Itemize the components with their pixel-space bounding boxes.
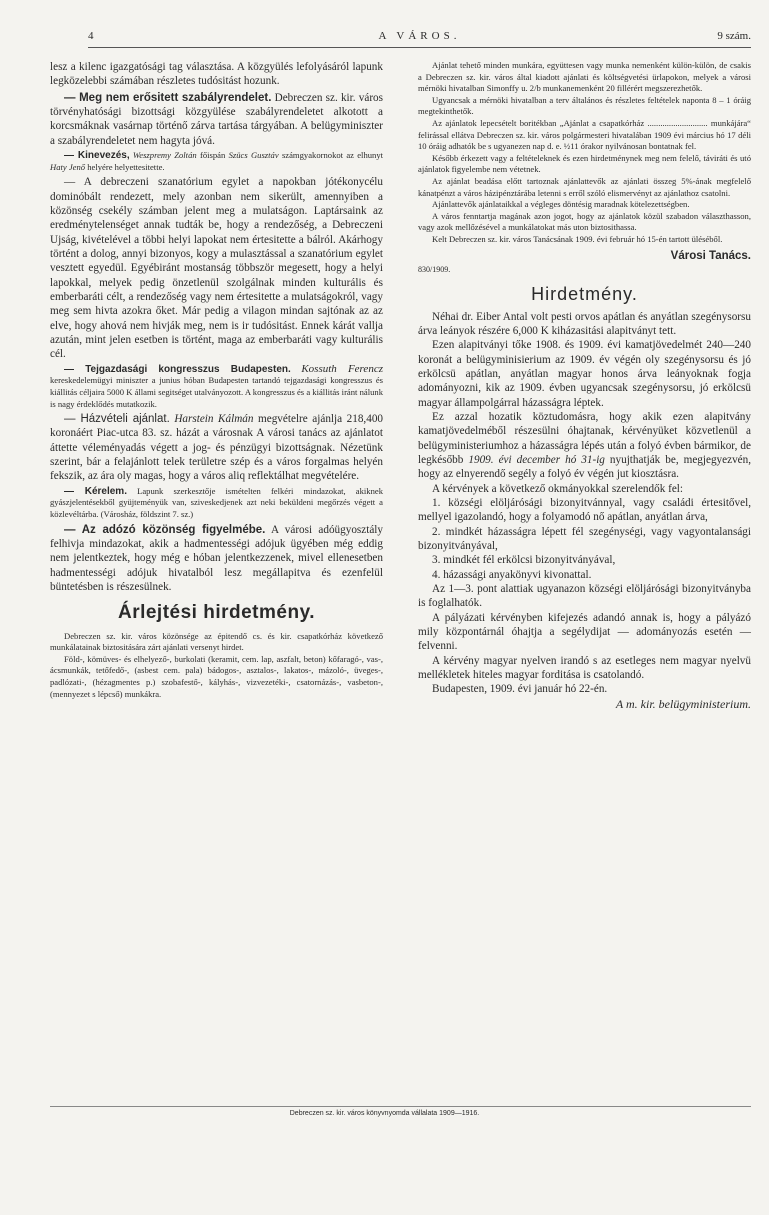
announcement-paragraph: A pályázati kérvényben kifejezés adandó annak is, hogy a pályázó mily központárnál óhajtja a segélydijat — adományozás esetén — felvenni. [418,611,751,653]
person-name: Szücs Gusztáv [228,150,279,161]
list-item: 2. mindkét házasságra lépett fél szegénységi, vagy vagyontalansági bizonyitványával, [418,525,751,553]
person-name: Weszpremy Zoltán [132,150,197,161]
tender-paragraph: Az ajánlat beadása előtt tartoznak ajánlattevők az ajánlati összeg 5%-ának megfelelő kánatpénzt a város házipénztárába letenni s erről szóló elismervényt az ajánlathoz csatolni. [418,175,751,198]
article-text: Debreczen sz. kir. város törvényhatósági bizottsági közgyülése szabályrendeletet alkotott a korcsmáknak vasárnap történő zárva tartása tárgyában. A belügyminiszter a szabályrendeletet nem hagyta jóvá. [50,91,383,147]
article-regulation [50,91,383,148]
announcement-paragraph: A kérvény magyar nyelven irandó s az esetleges nem magyar nyelvü mellékletek hiteles magyar forditása is csatolandó. [418,654,751,682]
announcement-text: nyujthatják be, megjegyezvén, hogy az elnyerendő segély a folyó év végén jut kiosztásra. [418,453,752,481]
article-heading: — Meg nem erősitett szabályrendelet. [64,91,272,104]
left-column [50,60,383,700]
tender-paragraph: Debreczen sz. kir. város közönsége az épitendő cs. és kir. csapatkórház következő munkálatainak biztositására zárt ajánlati versenyt hirdet. [50,630,383,653]
announcement-paragraph: A kérvények a következő okmányokkal szerelendők fel: [432,482,684,495]
article-heading: — Tejgazdasági kongresszus Budapesten. [64,363,291,375]
article-text: főispán [199,150,226,161]
article-dairy-congress [50,364,383,410]
printer-imprint: Debreczen sz. kir. város könyvnyomda vállalata 1909—1916. [289,1110,480,1117]
right-column [418,60,751,711]
person-name: Harstein Kálmán [174,413,254,426]
list-item: 3. mindkét fél erkölcsi bizonyitványával, [432,554,616,567]
ministry-signature: A m. kir. belügyministerium. [615,696,751,711]
article-paragraph: lesz a kilenc igazgatósági tag választása. A közgyülés lefolyásáról lapunk legközelebbi számában részletes tudósitást hozunk. [50,61,383,88]
tender-paragraph: Ajánlattevők ajánlataikkal a végleges döntésig maradnak kötelezettségben. [432,199,690,210]
article-appointment [50,150,383,173]
announcement-paragraph [418,410,751,482]
tender-notice-title: Árlejtési hirdetmény. [117,602,316,624]
council-signature: Városi Tanács. [670,249,751,262]
tender-paragraph: Kelt Debreczen sz. kir. város Tanácsának 1909. évi február hó 15-én tartott üléséből. [432,233,723,244]
tender-paragraph: Az ajánlatok lepecsételt boritékban „Ajánlat a csapatkórház ............................ munkájára“ felirással ellátva Debreczen sz. kir. város polgármesteri hivatalában 1909 évi március hó 17 déli 10 óráig adhatók be s ugyanezen nap d. e. ½11 órakor nyilvánosan bontatnak fel. [418,117,751,152]
list-item: 1. községi elöljárósági bizonyitvánnyal, vagy családi értesitővel, mellyel igazolandó, hogy a folyamodó nő apátlan, anyátlan árva, [418,497,751,524]
deadline-text: 1909. évi december hó 31-ig [468,453,605,466]
announcement-text: Ez azzal hozatik köztudomásra, hogy akik ezen alapitvány kamatjövedelméből részesülni óhajtanak, kérvényüket közvetlenül a belügyministeriumhoz a házasságra lépés után a folyó évben bármikor, de legkésőbb [418,410,751,466]
announcement-paragraph: Az 1—3. pont alattiak ugyanazon községi elöljárósági bizonyitványba is foglalhatók. [418,583,751,610]
article-heading: — Kinevezés, [64,150,130,162]
person-name: Haty Jenő [50,161,86,172]
tender-paragraph: A város fenntartja magának azon jogot, hogy az ajánlatok közül szabadon választhasson, vagy azok mellőzésével a munkálatokat más uton biztosithassa. [418,210,751,233]
article-text: kereskedelemügyi miniszter a junius hóban Budapesten tartandó tejgazdasági kongresszus és kiállitás céljaira 5000 K állami segitséget utalványozott. A kongresszus és a kiállitás iránt nálunk is nagy érdeklődés mutatkozik. [50,375,383,409]
tender-paragraph: Később érkezett vagy a feltételeknek és ezen hirdetménynek meg nem felelő, táviráti és utó ajánlatok figyelembe nem vétetnek. [418,152,751,175]
article-text: számgyakornokot az elhunyt [281,150,384,161]
announcement-paragraph: Ezen alapitványi tőke 1908. és 1909. évi kamatjövedelmét 240—240 koronát a belügyminisierium az 1909. év végén oly szegénysorsu és jó erkölcsü apátlan, anyátlan magyar honos árva leányoknak fogja adományozni, kik az 1909. évben ugyancsak szegénysorsu, jó erkölcsü magyar állampolgárral házasságra léptek. [418,339,751,409]
article-taxpayers [50,523,383,595]
article-text: megvételre ajánlja 218,400 koronáért Piac-utca 83. sz. házát a városnak A városi tanács az ajánlatot áttette véleményadás végett a jog- és pénzügyi bizottságnak. Nézetünk szerint, bár a felajánlott telek területre szép és a város forgalmas helyén fekszik, az ára oly magas, hogy a város aliq reflektálhat megvételére. [50,413,384,483]
announcement-date: Budapesten, 1909. évi január hó 22-én. [432,683,608,696]
article-heading: — Házvételi ajánlat. [64,413,170,426]
article-house-offer [50,412,383,484]
article-request [50,486,383,521]
issue-number: 9 szám. [717,30,751,42]
notice-number: 830/1909. [418,264,451,274]
article-text: helyére helyettesitette. [87,161,165,172]
article-heading: — Kérelem. [64,485,127,497]
header-rule [88,47,751,48]
footer-rule [50,1106,751,1107]
newspaper-title: A VÁROS. [378,30,461,42]
page-number: 4 [88,30,94,42]
person-name: Kossuth Ferencz [301,362,383,375]
tender-paragraph: Ajánlat tehető minden munkára, együttesen vagy munka nemenként külön-külön, de csakis a Debreczen sz. kir. város által kiadott ajánlati és költségvetési ürlapokon, melyek a városi mérnöki hivatalban Simonffy u. 2/b munkanemenként 20 fillérért megszerezhetők. [418,60,751,94]
tender-paragraph: Ugyancsak a mérnöki hivatalban a terv általános és részletes feltételek naponta 8 – 1 óráig megtekinthetők. [418,94,751,117]
list-item: 4. házassági anyakönyvi kivonattal. [432,568,592,581]
article-text: Lapunk szerkesztője ismételten felkéri mindazokat, akiknek gyászjelentésekből gyüjteményük van, sziveskedjenek azt neki beküldeni megőrzés végett a közlevéltárba. (Városház, földszint 7. sz.) [50,485,384,519]
article-heading: — Az adózó közönség figyelmébe. [64,523,266,536]
article-sanatorium: — A debreczeni szanatórium egylet a napokban jótékonycélu dominóbált rendezett, mely azonban nem sikerült, amennyiben a közönség csekély számban jelent meg a mulatságon. Laptársaink az eredménytelenséget annak tudták be, hogy a rendezőség, a Debreczeni Ujság, kivételével a többi helyi lapokat nem értesitette a bálról. Akárhogy történt a dolog, annyi bizonyos, kogy a mulasztással a szanatórium egylet vesztett egyedül. Egyébiránt mostanság többször megesett, hogy a helyi lapokkal, melyek pedig önzetlenül szolgálnak minden kulturális és emberbaráti célt, a rendezőség vagy nem értesitette a mulatságokról, vagy meg sem hivta azokra őket. Már pedig a vilagon mindan sajtónak az az elve, hogy ahová nem hivják meg, nem is ir tudósitást. Ennek kárát vallja azután, mint jelen esetben is történt, maga az emberbaráti vagy kulturális cél. [50,176,383,361]
article-text: A városi adóügyosztály felhivja mindazokat, akik a hadmentességi adójuk ügyében még eddig nem jelentkeztek, hogy még e hóban jelentkezzenek, mivel ellenesetben hadmentességi adójuk hivatalból lesz megállapitva és ezenfelül büntetésben is részesülnek. [50,523,384,593]
page-header [88,30,751,48]
tender-paragraph: Föld-, kömüves- és elhelyező-, burkolati (keramit, cem. lap, aszfalt, beton) kőfaragó-, vas-, ácsmunkák, tetőfedő-, (asbest cem. pala) bádogos-, asztalos-, lakatos-, mázoló-, üveges-, padlózati-, (hézagmentes p.) szobafestő-, kályhás-, vizvezetéki-, csatornázás-, vasbeton-, (mennyezet s lépcső) munkákra. [50,653,383,699]
announcement-title: Hirdetmény. [531,284,638,305]
announcement-paragraph: Néhai dr. Eiber Antal volt pesti orvos apátlan és anyátlan szegénysorsu árva leányok részére 6,000 K kiházasitási alapitványt tett. [418,310,751,337]
